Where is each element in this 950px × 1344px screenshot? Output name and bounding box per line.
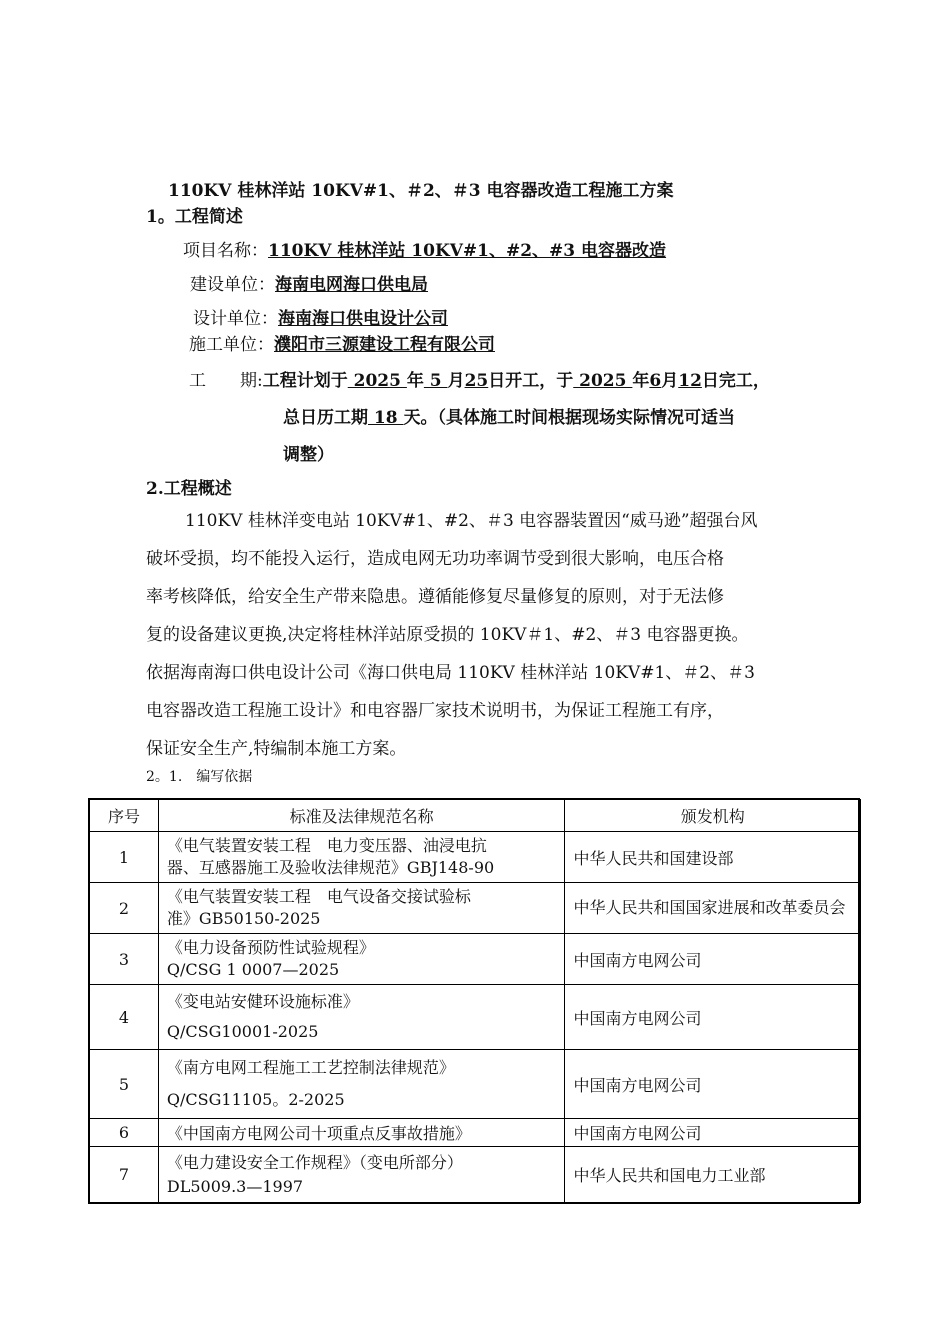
- name-line: 《南方电网工程施工工艺控制法律规范》: [166, 1058, 455, 1077]
- row-org: 中国南方电网公司: [565, 1119, 861, 1147]
- end-month: 6: [649, 371, 662, 391]
- name-line: 《电气装置安装工程 电气设备交接试验标: [166, 887, 471, 906]
- row-no: 5: [90, 1050, 159, 1119]
- project-name-value: 110KV 桂林洋站 10KV#1、#2、#3 电容器改造: [268, 241, 667, 261]
- paragraph-line: 保证安全生产,特编制本施工方案。: [146, 739, 407, 759]
- schedule-text-7: 日完工，: [701, 371, 770, 391]
- document-title: 110KV 桂林洋站 10KV#1、＃2、＃3 电容器改造工程施工方案: [168, 181, 674, 201]
- paragraph-line: 110KV 桂林洋变电站 10KV#1、#2、＃3 电容器装置因“威马逊”超强台风: [168, 511, 758, 531]
- schedule-text-1: 工程计划于: [262, 371, 348, 391]
- schedule-text-4: 日开工，于: [488, 371, 574, 391]
- row-name: [158, 883, 565, 934]
- start-day: 25: [464, 371, 489, 391]
- row-org: 中华人民共和国建设部: [565, 832, 861, 883]
- table-row: [90, 934, 861, 985]
- row-org: 中华人民共和国电力工业部: [565, 1147, 861, 1203]
- schedule-line-3: 调整）: [283, 445, 334, 465]
- schedule-line-2: [283, 403, 735, 428]
- row-name: [158, 1050, 565, 1119]
- project-name-label: 项目名称：: [183, 241, 268, 261]
- schedule-text-8: 总日历工期: [283, 408, 368, 428]
- table-row: [90, 985, 861, 1050]
- designer-row: [193, 304, 448, 329]
- section-2-heading: 2.工程概述: [146, 479, 232, 499]
- name-line: 《中国南方电网公司十项重点反事故措施》: [166, 1124, 471, 1143]
- row-no: 2: [90, 883, 159, 934]
- schedule-text-3: 月: [447, 371, 465, 391]
- header-org: 颁发机构: [565, 800, 861, 832]
- paragraph-line: 依据海南海口供电设计公司《海口供电局 110KV 桂林洋站 10KV#1、＃2、＃3: [146, 663, 755, 683]
- schedule-text-9: 天。（具体施工时间根据现场实际情况可适当: [403, 408, 735, 428]
- designer-value: 海南海口供电设计公司: [278, 309, 448, 329]
- end-year: 2025: [573, 371, 633, 391]
- designer-label: 设计单位：: [193, 309, 278, 329]
- paragraph-line: 电容器改造工程施工设计》和电容器厂家技术说明书，为保证工程施工有序，: [146, 701, 724, 721]
- section-1-heading: 1。工程简述: [146, 207, 243, 227]
- table-row: [90, 1119, 861, 1147]
- start-year: 2025: [347, 371, 407, 391]
- header-no: 序号: [90, 800, 159, 832]
- row-name: [158, 1119, 565, 1147]
- schedule-text-5: 年: [632, 371, 650, 391]
- schedule-text-6: 月: [661, 371, 679, 391]
- paragraph-line: 率考核降低，给安全生产带来隐患。遵循能修复尽量修复的原则，对于无法修: [146, 587, 724, 607]
- paragraph-line: 复的设备建议更换,决定将桂林洋站原受损的 10KV＃1、#2、＃3 电容器更换。: [146, 625, 749, 645]
- table-row: [90, 1050, 861, 1119]
- table-row: [90, 832, 861, 883]
- row-no: 3: [90, 934, 159, 985]
- standards-table: [89, 799, 861, 1203]
- contractor-value: 濮阳市三源建设工程有限公司: [274, 335, 495, 355]
- schedule-line-1: [189, 366, 770, 391]
- header-name: 标准及法律规范名称: [158, 800, 565, 832]
- builder-value: 海南电网海口供电局: [275, 275, 428, 295]
- contractor-row: [189, 330, 495, 355]
- total-days: 18: [368, 408, 404, 428]
- row-name: [158, 832, 565, 883]
- row-org: 中国南方电网公司: [565, 934, 861, 985]
- start-month: 5: [423, 371, 448, 391]
- table-header-row: [90, 800, 861, 832]
- overview-paragraph: [146, 502, 816, 768]
- row-no: 6: [90, 1119, 159, 1147]
- builder-label: 建设单位：: [190, 275, 275, 295]
- schedule-text-2: 年: [406, 371, 424, 391]
- table-row: [90, 883, 861, 934]
- name-line: 《电气装置安装工程 电力变压器、油浸电抗: [166, 836, 487, 855]
- end-day: 12: [678, 371, 702, 391]
- name-line: 准》GB50150-2025: [166, 909, 321, 928]
- paragraph-line: 破坏受损，均不能投入运行，造成电网无功功率调节受到很大影响，电压合格: [146, 549, 724, 569]
- builder-row: [190, 270, 428, 295]
- name-line: 《电力建设安全工作规程》（变电所部分）: [166, 1152, 463, 1172]
- name-line: Q/CSG 1 0007—2025: [166, 960, 340, 979]
- sub-heading: 2。1. 编写依据: [146, 769, 253, 785]
- schedule-label: 工 期:: [189, 371, 263, 391]
- row-name: [158, 934, 565, 985]
- row-org: 中国南方电网公司: [565, 1050, 861, 1119]
- contractor-label: 施工单位：: [189, 335, 274, 355]
- row-no: 4: [90, 985, 159, 1050]
- row-org: 中国南方电网公司: [565, 985, 861, 1050]
- name-line: 《变电站安健环设施标准》: [166, 992, 359, 1011]
- row-org: 中华人民共和国国家进展和改革委员会: [565, 883, 861, 934]
- name-line: Q/CSG10001-2025: [166, 1022, 319, 1041]
- row-name: [158, 985, 565, 1050]
- name-line: 《电力设备预防性试验规程》: [166, 938, 375, 957]
- table-row: [90, 1147, 861, 1203]
- name-line: Q/CSG11105。2-2025: [166, 1090, 345, 1109]
- row-no: 1: [90, 832, 159, 883]
- row-name: [158, 1147, 565, 1203]
- name-line: DL5009.3—1997: [166, 1176, 304, 1196]
- project-name-row: [183, 236, 666, 261]
- name-line: 器、互感器施工及验收法律规范》GBJ148-90: [166, 858, 495, 877]
- row-no: 7: [90, 1147, 159, 1203]
